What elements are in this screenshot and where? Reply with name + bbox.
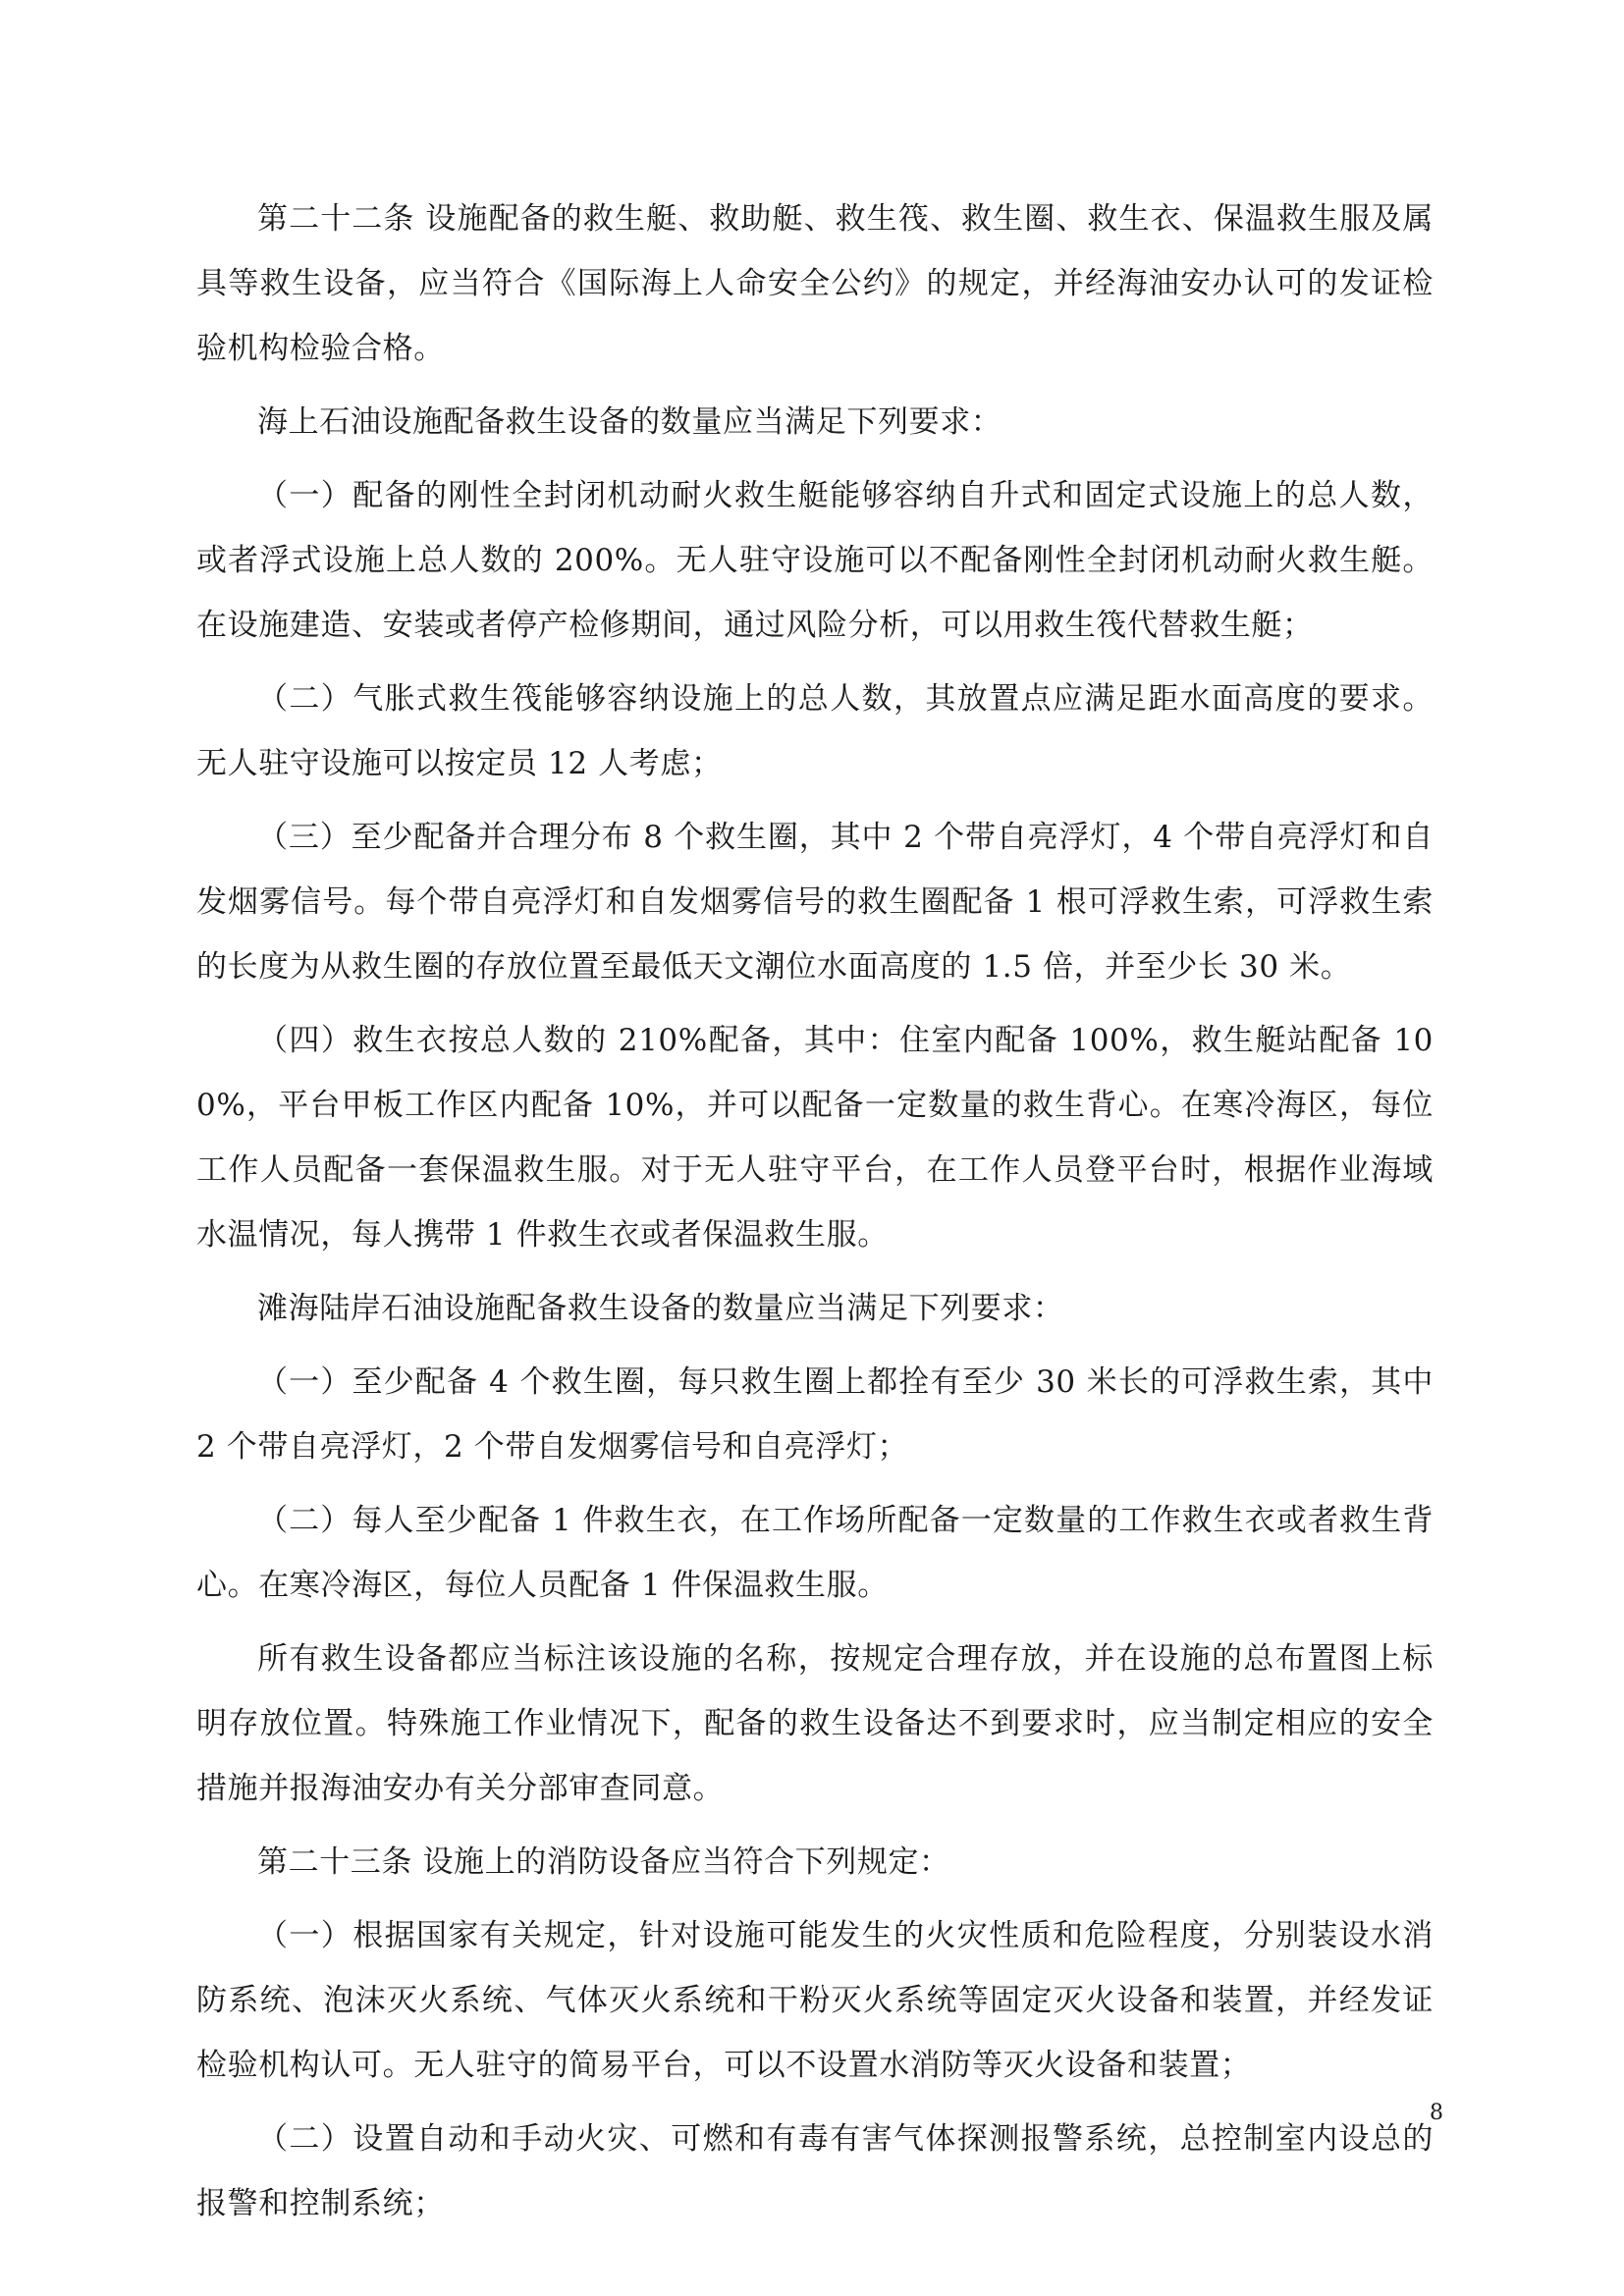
paragraph-shoal-requirements-intro: 滩海陆岸石油设施配备救生设备的数量应当满足下列要求： <box>257 1291 1064 1326</box>
document-body <box>196 187 1434 2245</box>
paragraph-article-23: 第二十三条 设施上的消防设备应当符合下列规定： <box>257 1844 950 1880</box>
paragraph-article-22: 第二十二条 设施配备的救生艇、救助艇、救生筏、救生圈、救生衣、保温救生服及属具等救生设备，应当符合《国际海上人命安全公约》的规定，并经海油安办认可的发证检验机构检验合格。 <box>196 201 1434 366</box>
paragraph-offshore-item-3-lifebuoys: （三）至少配备并合理分布 8 个救生圈，其中 2 个带自亮浮灯，4 个带自亮浮灯和自发烟雾信号。每个带自亮浮灯和自发烟雾信号的救生圈配备 1 根可浮救生索，可浮救生索的长度为从救生圈的存放位置至最低天文潮位水面高度的 1.5 倍，并至少长 30 米。 <box>196 820 1434 985</box>
paragraph-offshore-item-1-lifeboats: （一）配备的刚性全封闭机动耐火救生艇能够容纳自升式和固定式设施上的总人数，或者浮式设施上总人数的 200%。无人驻守设施可以不配备刚性全封闭机动耐火救生艇。在设施建造、安装或者停产检修期间，通过风险分析，可以用救生筏代替救生艇； <box>196 478 1434 643</box>
paragraph-fire-item-2-alarms: （二）设置自动和手动火灾、可燃和有毒有害气体探测报警系统，总控制室内设总的报警和控制系统； <box>196 2121 1434 2221</box>
paragraph-fire-item-1-systems: （一）根据国家有关规定，针对设施可能发生的火灾性质和危险程度，分别装设水消防系统、泡沫灭火系统、气体灭火系统和干粉灭火系统等固定灭火设备和装置，并经发证检验机构认可。无人驻守的简易平台，可以不设置水消防等灭火设备和装置； <box>196 1918 1434 2083</box>
paragraph-offshore-item-4-lifejackets: （四）救生衣按总人数的 210%配备，其中：住室内配备 100%，救生艇站配备 100%，平台甲板工作区内配备 10%，并可以配备一定数量的救生背心。在寒冷海区，每位工作人员配备一套保温救生服。对于无人驻守平台，在工作人员登平台时，根据作业海域水温情况，每人携带 1 件救生衣或者保温救生服。 <box>196 1023 1434 1253</box>
paragraph-offshore-item-2-liferafts: （二）气胀式救生筏能够容纳设施上的总人数，其放置点应满足距水面高度的要求。无人驻守设施可以按定员 12 人考虑； <box>196 681 1434 781</box>
paragraph-equipment-labeling: 所有救生设备都应当标注该设施的名称，按规定合理存放，并在设施的总布置图上标明存放位置。特殊施工作业情况下，配备的救生设备达不到要求时，应当制定相应的安全措施并报海油安办有关分部审查同意。 <box>196 1641 1434 1806</box>
paragraph-shoal-item-2-lifejackets: （二）每人至少配备 1 件救生衣，在工作场所配备一定数量的工作救生衣或者救生背心。在寒冷海区，每位人员配备 1 件保温救生服。 <box>196 1503 1434 1603</box>
paragraph-offshore-requirements-intro: 海上石油设施配备救生设备的数量应当满足下列要求： <box>257 404 1002 440</box>
paragraph-shoal-item-1-lifebuoys: （一）至少配备 4 个救生圈，每只救生圈上都拴有至少 30 米长的可浮救生索，其中 2 个带自亮浮灯，2 个带自发烟雾信号和自亮浮灯； <box>196 1364 1434 1465</box>
page-number: 8 <box>1430 2101 1443 2125</box>
